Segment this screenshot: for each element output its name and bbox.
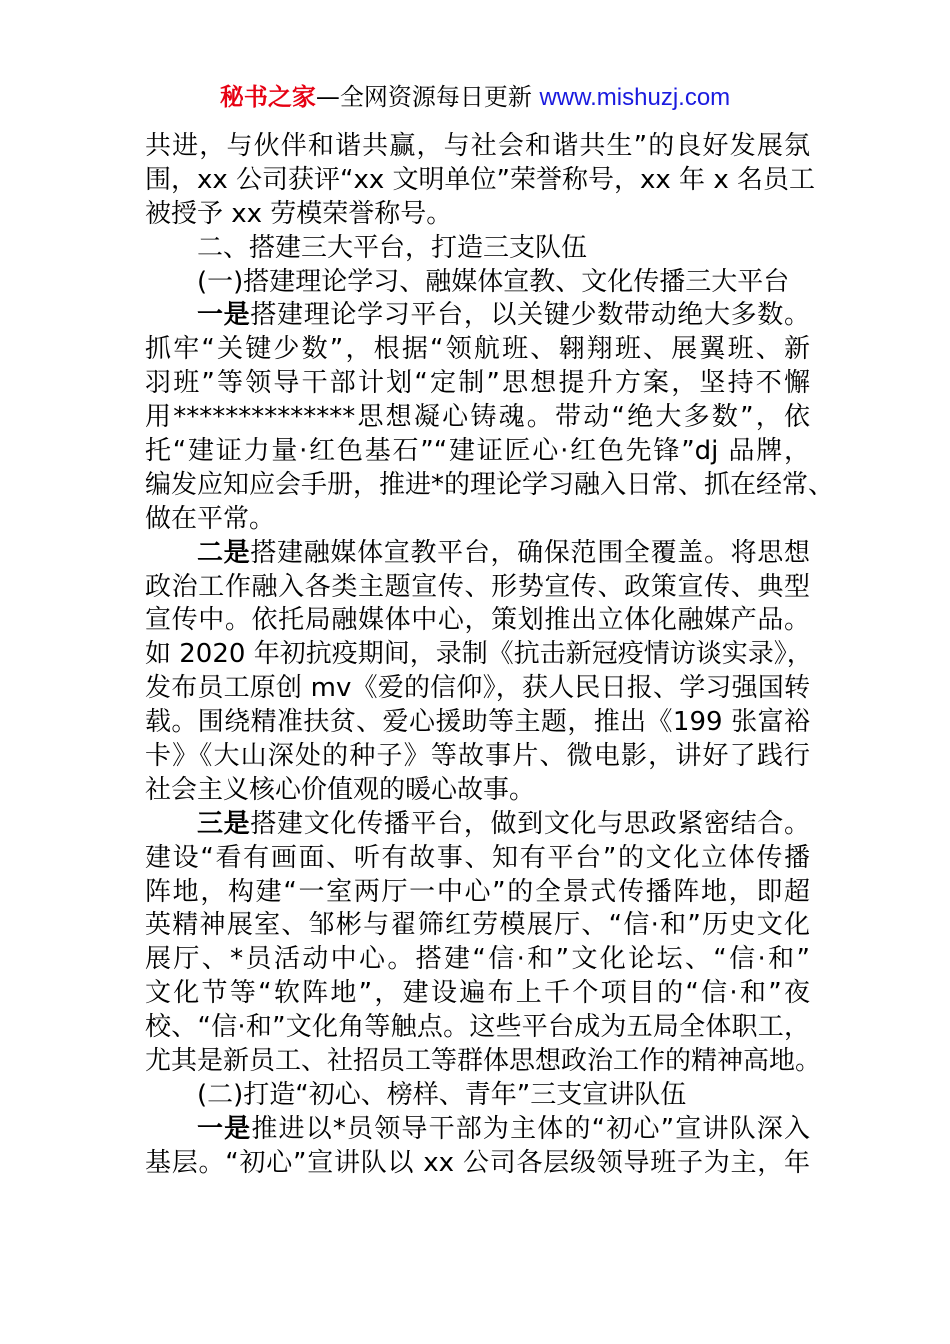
lead-rest: 推进以*员领导干部为主体的“初心”宣讲队深入 [251,1113,810,1144]
text-line: 编发应知应会手册，推进*的理论学习融入日常、抓在经常、 [145,469,835,500]
lead-phrase: 三是 [197,808,251,839]
text-line: 基层。“初心”宣讲队以 xx 公司各层级领导班子为主，年 [145,1147,810,1178]
text-line [145,1113,810,1147]
lead-phrase: 二是 [197,537,251,568]
text-line: 建设“看有画面、听有故事、知有平台”的文化立体传播 [145,842,810,873]
text-line: 围，xx 公司获评“xx 文明单位”荣誉称号，xx 年 x 名员工 [145,164,815,195]
header-separator: — [315,83,340,111]
text-line: 文化节等“软阵地”，建设遍布上千个项目的“信·和”夜 [145,978,810,1009]
lead-rest: 搭建文化传播平台，做到文化与思政紧密结合。 [250,808,810,839]
text-line: 抓牢“关键少数”，根据“领航班、翱翔班、展翼班、新 [145,334,810,365]
paragraph [145,808,822,1079]
site-url-link[interactable]: www.mishuzj.com [539,84,731,111]
site-brand: 秘书之家 [219,83,316,111]
paragraph [145,299,835,536]
text-line [145,537,810,571]
paragraph [145,1113,810,1181]
subsection-heading [145,266,810,300]
section-heading [145,232,810,266]
text-line [145,299,810,333]
text-line: 阵地，构建“一室两厅一中心”的全景式传播阵地，即超 [145,876,810,907]
text-line: 载。围绕精准扶贫、爱心援助等主题，推出《199 张富裕 [145,707,810,738]
text-line [145,808,810,842]
text-line: 如 2020 年初抗疫期间，录制《抗击新冠疫情访谈实录》， [145,639,813,670]
lead-phrase: 一是 [197,1113,252,1144]
text-line: 用**************思想凝心铸魂。带动“绝大多数”，依 [145,402,810,433]
text-line: 羽班”等领导干部计划“定制”思想提升方案，坚持不懈 [145,368,810,399]
text-line: 宣传中。依托局融媒体中心，策划推出立体化融媒产品。 [145,605,810,636]
text-line: 社会主义核心价值观的暖心故事。 [145,774,536,805]
heading-text: (一)搭建理论学习、融媒体宣教、文化传播三大平台 [197,266,790,297]
site-header [0,80,950,115]
text-line: 政治工作融入各类主题宣传、形势宣传、政策宣传、典型 [145,571,810,602]
paragraph [145,537,813,808]
document-body [145,130,835,1181]
paragraph [145,130,815,232]
text-line: 卡》《大山深处的种子》等故事片、微电影，讲好了践行 [145,741,810,772]
text-line: 展厅、*员活动中心。搭建“信·和”文化论坛、“信·和” [145,944,810,975]
text-line: 校、“信·和”文化角等触点。这些平台成为五局全体职工， [145,1012,810,1043]
text-line: 托“建证力量·红色基石”“建证匠心·红色先锋”dj 品牌， [145,436,810,467]
heading-text: (二)打造“初心、榜样、青年”三支宣讲队伍 [197,1079,687,1110]
subsection-heading [145,1079,810,1113]
text-line: 被授予 xx 劳模荣誉称号。 [145,198,453,229]
text-line: 英精神展室、邹彬与翟筛红劳模展厅、“信·和”历史文化 [145,910,810,941]
heading-text: 二、搭建三大平台，打造三支队伍 [197,232,588,263]
text-line: 尤其是新员工、社招员工等群体思想政治工作的精神高地。 [145,1046,822,1077]
header-tagline: 全网资源每日更新 [339,83,532,111]
lead-rest: 搭建理论学习平台，以关键少数带动绝大多数。 [250,300,810,331]
text-line: 做在平常。 [145,503,276,534]
lead-rest: 搭建融媒体宣教平台，确保范围全覆盖。将思想 [250,537,810,568]
text-line: 发布员工原创 mv《爱的信仰》，获人民日报、学习强国转 [145,673,810,704]
lead-phrase: 一是 [197,300,251,331]
text-line: 共进，与伙伴和谐共赢，与社会和谐共生”的良好发展氛 [145,131,810,161]
